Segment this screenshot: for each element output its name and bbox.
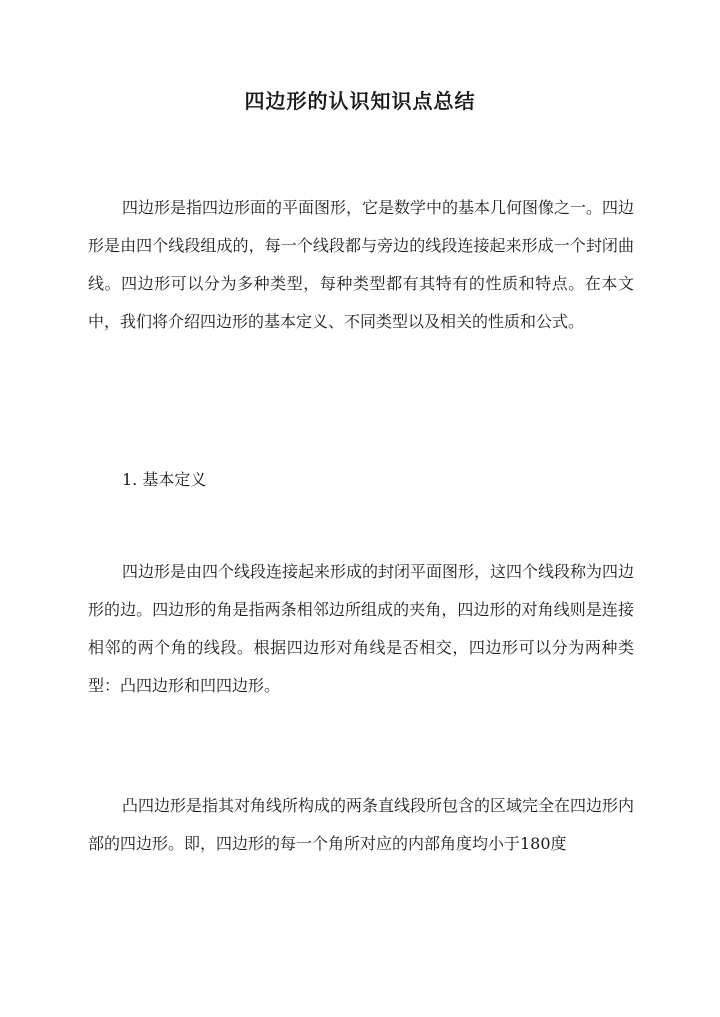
intro-paragraph: 四边形是指四边形面的平面图形，它是数学中的基本几何图像之一。四边形是由四个线段组成的，每一个线段都与旁边的线段连接起来形成一个封闭曲线。四边形可以分为多种类型，每种类型都有其特有的性质和特点。在本文中，我们将介绍四边形的基本定义、不同类型以及相关的性质和公式。: [88, 198, 635, 331]
document-title: 四边形的认识知识点总结: [244, 89, 476, 113]
convex-quadrilateral-paragraph: 凸四边形是指其对角线所构成的两条直线段所包含的区域完全在四边形内部的四边形。即，四边形的每一个角所对应的内部角度均小于180度: [88, 796, 635, 853]
section-heading-basic-definition: 1. 基本定义: [122, 470, 207, 489]
definition-paragraph: 四边形是由四个线段连接起来形成的封闭平面图形，这四个线段称为四边形的边。四边形的角是指两条相邻边所组成的夹角，四边形的对角线则是连接相邻的两个角的线段。根据四边形对角线是否相交，四边形可以分为两种类型：凸四边形和凹四边形。: [88, 562, 635, 695]
